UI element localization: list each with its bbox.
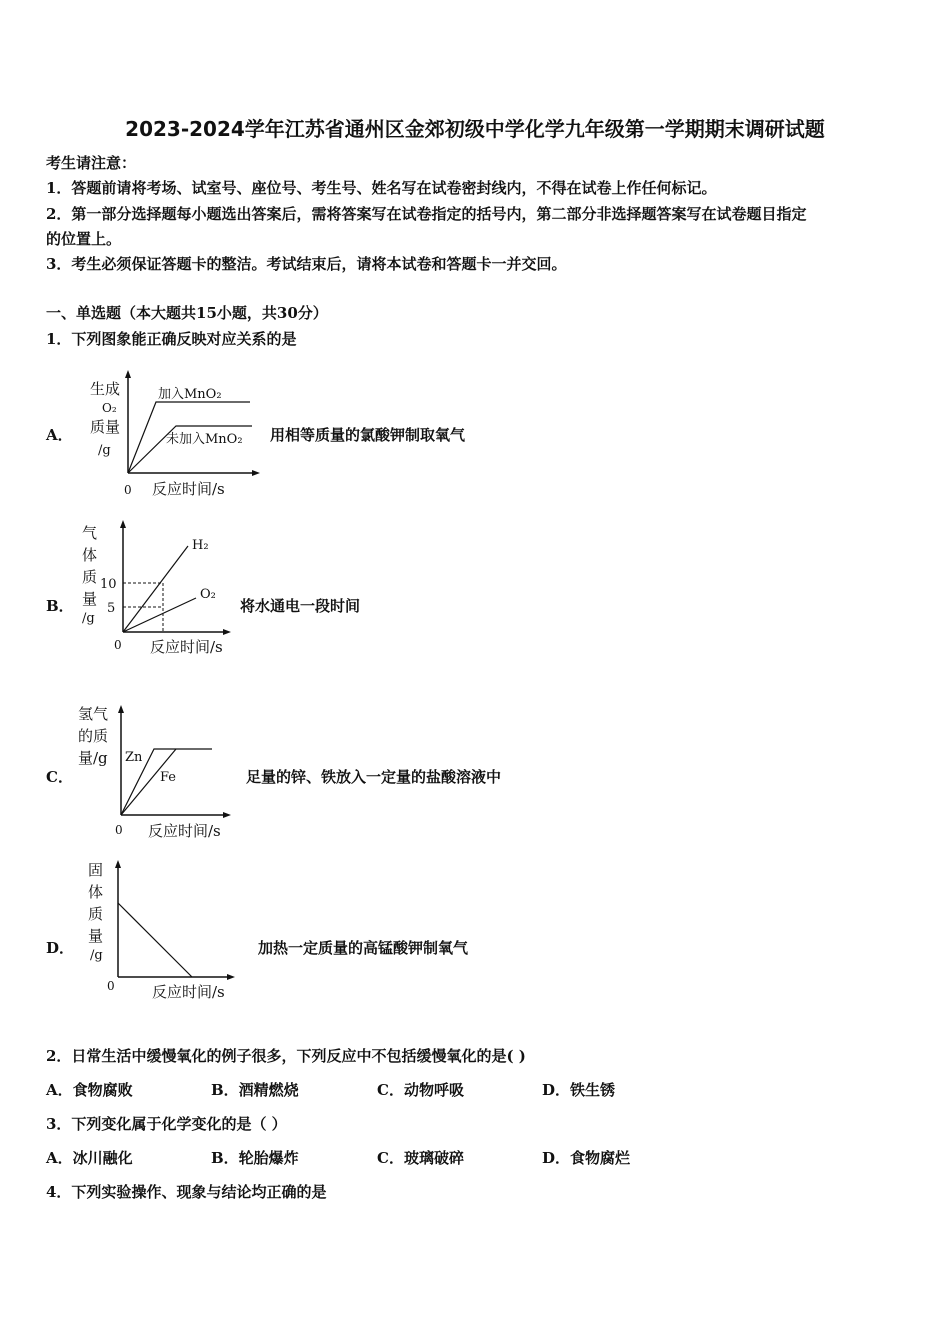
graph-b-label-h2: H₂ [192, 538, 209, 553]
graph-b-x-arrow [223, 629, 231, 635]
graph-d-line [118, 903, 192, 977]
graph-d-ylabel-4: 量 [88, 927, 104, 945]
graph-b-tick-10: 10 [100, 577, 117, 592]
option-b-text: 将水通电一段时间 [240, 597, 361, 615]
graph-d-ylabel-3: 质 [88, 905, 104, 923]
question-2-choice-b: B．酒精燃烧 [211, 1081, 299, 1099]
graph-c-origin: 0 [115, 823, 123, 837]
graph-c-ylabel-1: 氢气 [78, 705, 109, 723]
graph-c-ylabel-2: 的质 [78, 727, 109, 745]
notice-item-1: 1．答题前请将考场、试室号、座位号、考生号、姓名写在试卷密封线内，不得在试卷上作任何标记。 [46, 179, 717, 197]
question-2-choice-c: C．动物呼吸 [377, 1081, 464, 1099]
graph-b-ylabel-2: 体 [82, 546, 98, 564]
graph-d-x-arrow [227, 974, 235, 980]
option-c-label: C． [46, 768, 73, 786]
graph-d-origin: 0 [107, 979, 115, 993]
graph-b-ylabel-3: 质 [82, 568, 98, 586]
graph-b-line-o2 [123, 598, 196, 632]
graph-a-curve-label-1: 加入MnO₂ [158, 387, 222, 402]
option-c-text: 足量的锌、铁放入一定量的盐酸溶液中 [246, 768, 502, 786]
graph-b-y-arrow [120, 520, 126, 528]
graph-b-label-o2: O₂ [200, 587, 216, 602]
graph-a-xlabel: 反应时间/s [152, 480, 225, 498]
graph-c-ylabel-3: 量/g [78, 749, 108, 767]
graph-a-y-arrow [125, 370, 131, 378]
graph-a-ylabel-4: /g [98, 443, 111, 458]
graph-b-ylabel-5: /g [82, 611, 95, 626]
graph-d-ylabel-1: 固 [88, 861, 104, 879]
question-3-choice-c: C．玻璃破碎 [377, 1149, 464, 1167]
graph-a-origin: 0 [124, 483, 132, 497]
notice-item-3: 3．考生必须保证答题卡的整洁。考试结束后，请将本试卷和答题卡一并交回。 [46, 255, 567, 273]
graph-a-ylabel-2: O₂ [102, 401, 117, 415]
page-title: 2023-2024学年江苏省通州区金郊初级中学化学九年级第一学期期末调研试题 [125, 117, 825, 141]
question-1-stem: 1．下列图象能正确反映对应关系的是 [46, 330, 297, 348]
question-3-choice-b: B．轮胎爆炸 [211, 1149, 299, 1167]
option-d-label: D． [46, 939, 75, 957]
graph-c-y-arrow [118, 705, 124, 713]
option-a-label: A． [46, 426, 73, 444]
notice-item-2: 2．第一部分选择题每小题选出答案后，需将答案写在试卷指定的括号内，第二部分非选择题答案写在试卷题目指定 [46, 205, 807, 223]
graph-d [80, 855, 255, 1005]
graph-d-xlabel: 反应时间/s [152, 983, 225, 1001]
graph-b-ylabel-1: 气 [82, 524, 98, 542]
graph-b-line-h2 [123, 546, 188, 632]
question-2-choice-a: A．食物腐败 [46, 1081, 133, 1099]
graph-c-xlabel: 反应时间/s [148, 822, 221, 840]
graph-b-origin: 0 [114, 638, 122, 652]
graph-b-tick-5: 5 [107, 601, 116, 616]
question-4-stem: 4．下列实验操作、现象与结论均正确的是 [46, 1183, 327, 1201]
notice-heading: 考生请注意： [46, 154, 137, 172]
section-heading: 一、单选题（本大题共15小题，共30分） [46, 304, 328, 322]
graph-d-ylabel-5: /g [90, 948, 103, 963]
option-a-text: 用相等质量的氯酸钾制取氧气 [270, 426, 466, 444]
notice-item-2-cont: 的位置上。 [46, 230, 122, 248]
graph-c-label-zn: Zn [125, 750, 143, 765]
question-3-stem: 3．下列变化属于化学变化的是（ ） [46, 1115, 287, 1133]
graph-b-ylabel-4: 量 [82, 590, 98, 608]
graph-a-x-arrow [252, 470, 260, 476]
graph-a [80, 360, 270, 505]
option-b-label: B． [46, 597, 74, 615]
graph-d-y-arrow [115, 860, 121, 868]
question-3-choice-d: D．食物腐烂 [542, 1149, 631, 1167]
graph-d-ylabel-2: 体 [88, 883, 104, 901]
graph-c-label-fe: Fe [160, 770, 177, 785]
graph-a-ylabel-3: 质量 [90, 418, 121, 436]
question-2-choice-d: D．铁生锈 [542, 1081, 616, 1099]
graph-b [76, 518, 256, 660]
question-2-stem: 2．日常生活中缓慢氧化的例子很多，下列反应中不包括缓慢氧化的是( ) [46, 1047, 526, 1065]
option-d-text: 加热一定质量的高锰酸钾制氧气 [258, 939, 469, 957]
question-3-choice-a: A．冰川融化 [46, 1149, 133, 1167]
graph-a-ylabel-1: 生成 [90, 380, 121, 398]
graph-c [76, 697, 251, 845]
graph-b-xlabel: 反应时间/s [150, 638, 223, 656]
graph-a-curve-label-2: 未加入MnO₂ [166, 432, 243, 447]
graph-c-x-arrow [223, 812, 231, 818]
